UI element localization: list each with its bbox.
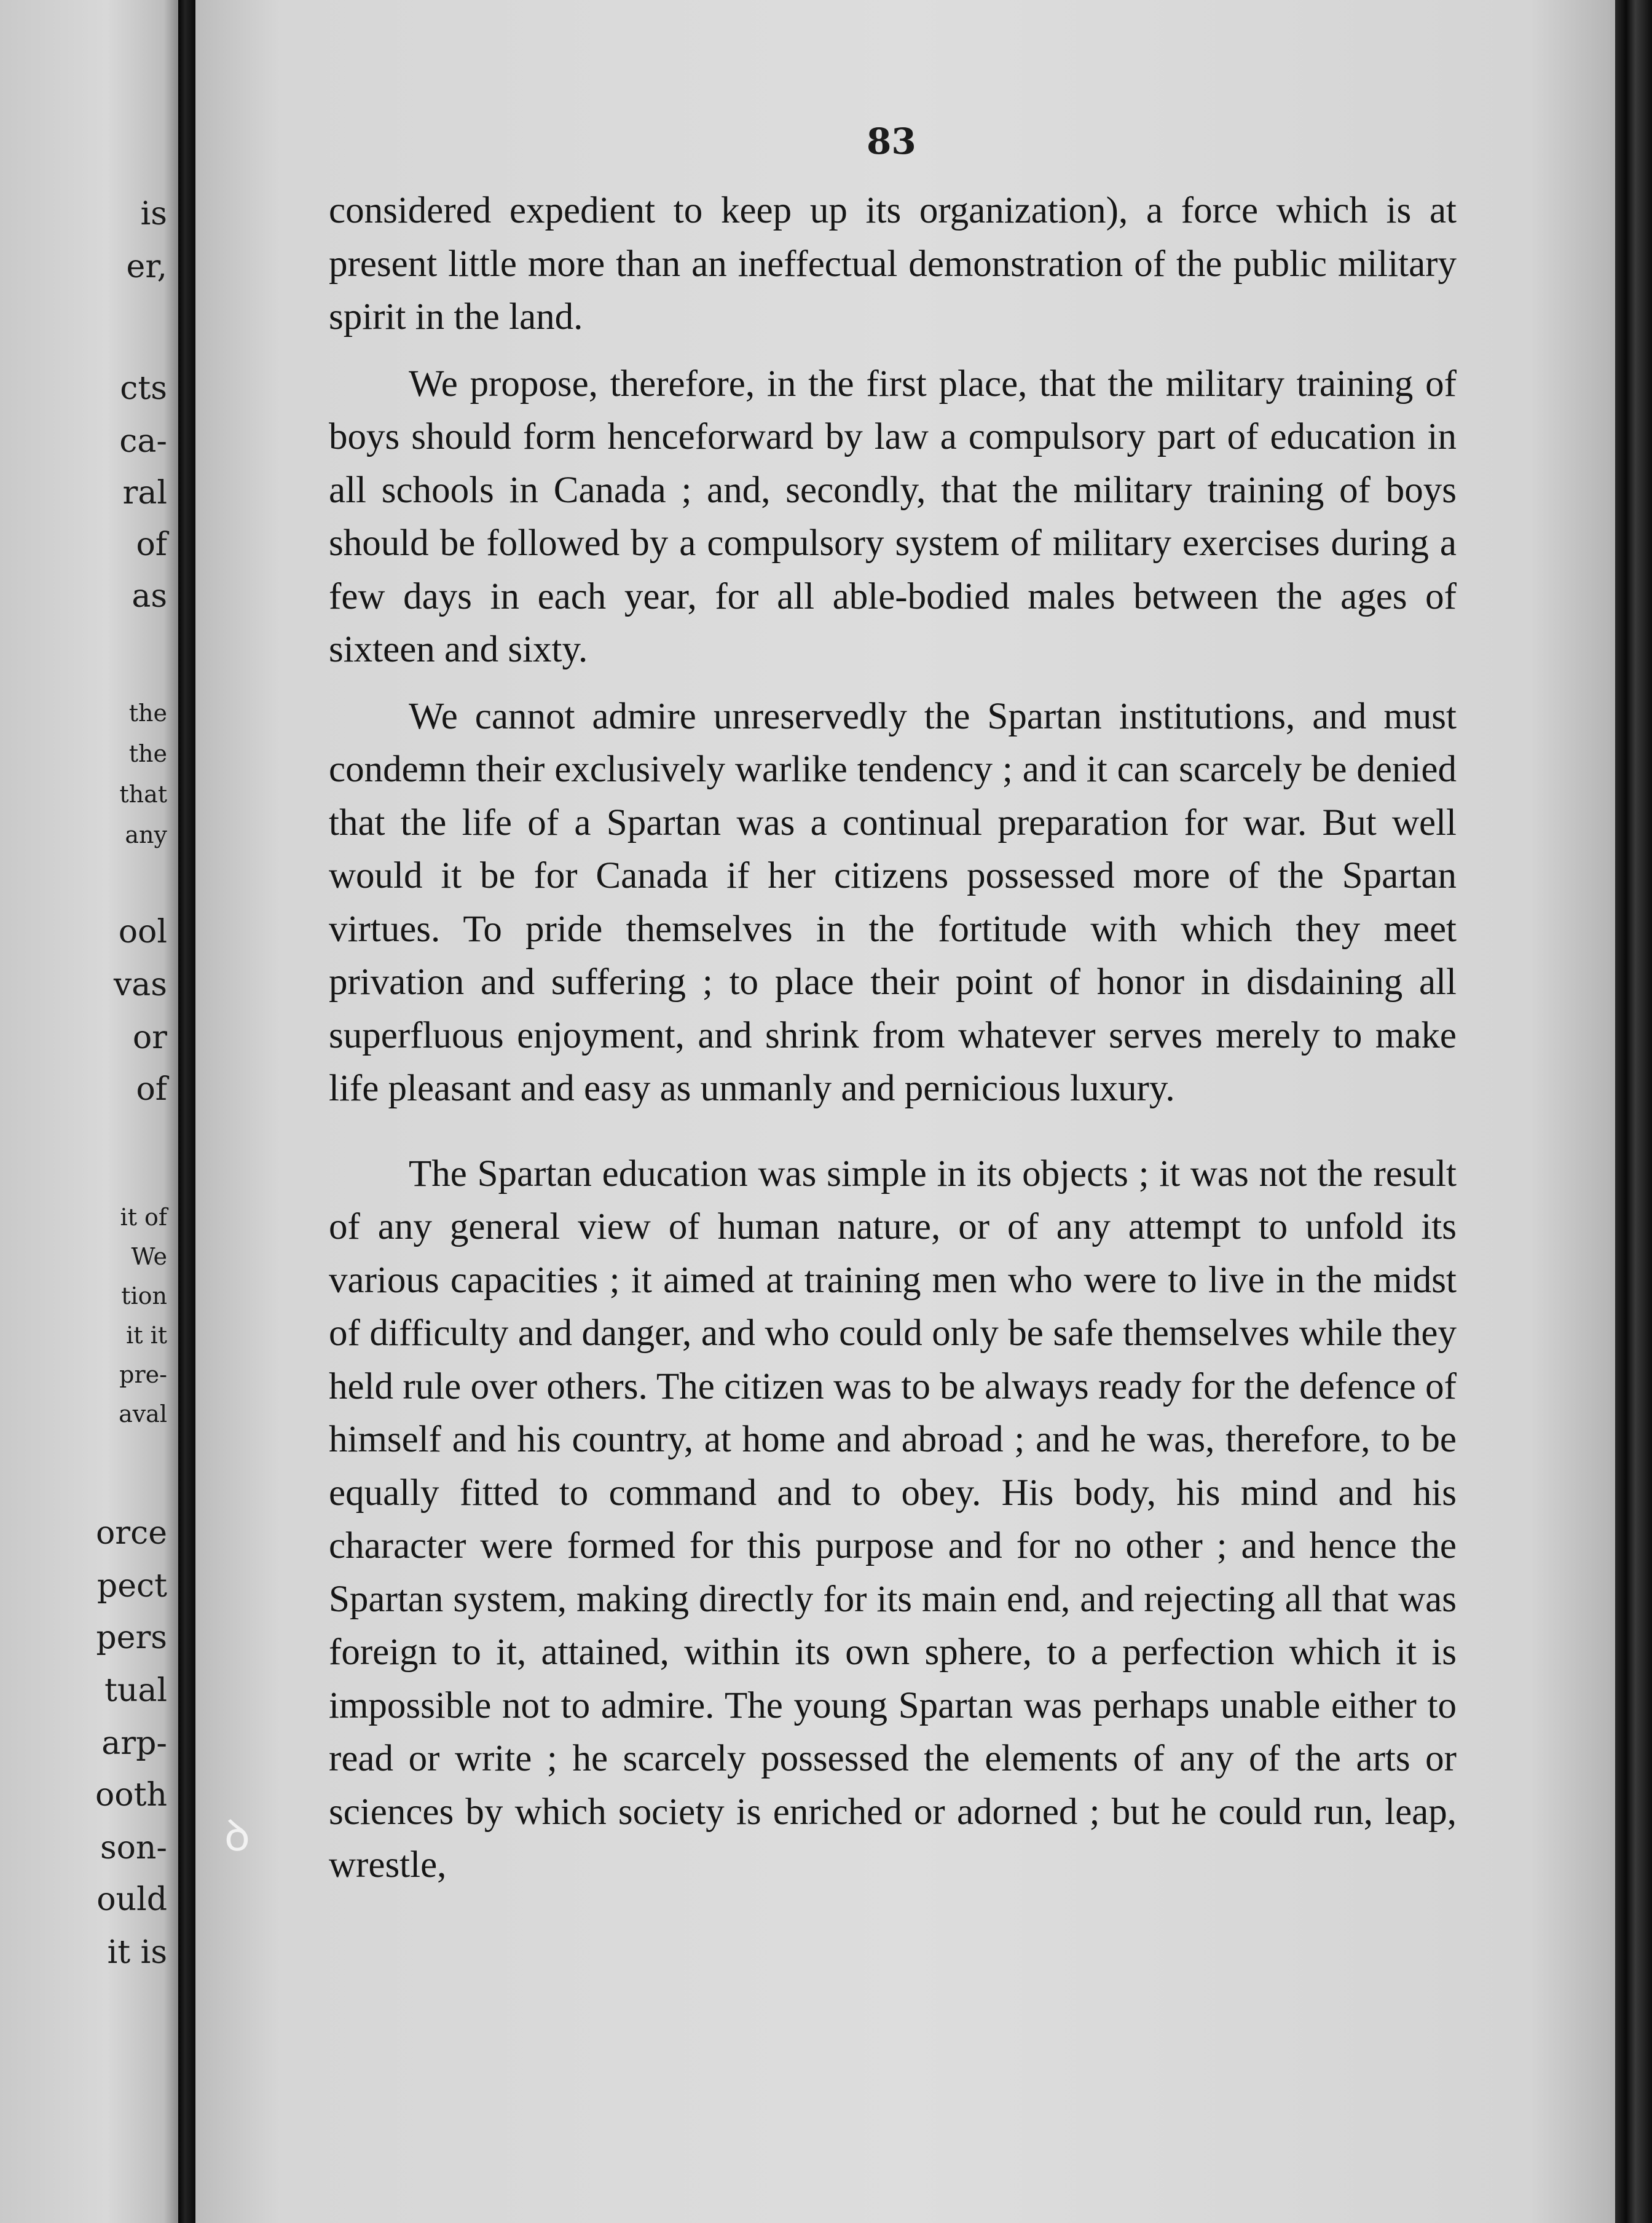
facing-line: pre- [119,1361,167,1388]
book-gutter [178,0,195,2223]
facing-line: tion [121,1282,167,1309]
facing-line: cts [120,370,167,407]
facing-line: is [140,195,167,232]
facing-line: son- [100,1830,167,1866]
facing-line: it is [107,1934,167,1971]
facing-line: or [132,1019,167,1056]
facing-line: of [136,526,167,563]
facing-line: it of [120,1204,167,1231]
facing-line: aval [119,1400,167,1427]
facing-line: er, [126,248,167,285]
facing-line: any [125,821,167,848]
facing-line: it it [126,1322,167,1349]
paragraph: The Spartan education was simple in its objects ; it was not the result of any general view of human nature, or of any attempt to unfold its various capacities ; it aimed at training men who were to live in the midst of difficulty and danger, and who could only be safe themselves while they held rule over others. The citizen was to be always ready for the defence of himself and his country, at home and abroad ; and he was, therefore, to be equally fitted to command and to obey. His body, his mind and his character were formed for this purpose and for no other ; and hence the Spartan system, making directly for its main end, and rejecting all that was foreign to it, attained, within its own sphere, to a perfection which it is impossible not to admire. The young Spartan was perhaps unable either to read or write ; he scarcely possessed the elements of any of the arts or sciences by which society is enriched or adorned ; but he could run, leap, wrestle, [329,1153,1457,1885]
scan-smudge: ꝺ [224,1810,250,1861]
facing-line: ooth [95,1777,167,1814]
page-body [329,184,1457,1892]
paragraph: We propose, therefore, in the first place, that the military training of boys should form henceforward by law a compulsory part of education in all schools in Canada ; and, secondly, that the military training of boys should be followed by a compulsory system of military exercises during a few days in each year, for all able-bodied males between the ages of sixteen and sixty. [329,363,1457,670]
paragraph: considered expedient to keep up its organization), a force which is at present little more than an ineffectual demonstration of the public military spirit in the land. [329,190,1457,338]
page-number: 83 [867,120,916,162]
facing-line: pers [96,1619,167,1656]
facing-line: the [128,740,167,767]
facing-line: tual [104,1672,167,1709]
facing-line: ool [118,914,167,950]
facing-line: pect [96,1568,167,1605]
facing-line: as [132,578,167,615]
paragraph: We cannot admire unreservedly the Spartan institutions, and must condemn their exclusively warlike tendency ; and it can scarcely be denied that the life of a Spartan was a continual preparation for war. But well would it be for Canada if her citizens possessed more of the Spartan virtues. To pride themselves in the fortitude with which they meet privation and suffering ; to place their point of honor in disdaining all superfluous enjoyment, and shrink from whatever serves merely to make life pleasant and easy as unmanly and pernicious luxury. [329,695,1457,1109]
facing-line: of [136,1071,167,1108]
facing-line: vas [113,966,167,1003]
facing-line: We [131,1243,167,1270]
facing-line: orce [95,1515,167,1552]
facing-line: arp- [101,1725,167,1762]
facing-line: the [128,700,167,727]
facing-line: that [119,781,167,808]
facing-line: ral [122,475,167,511]
facing-page [0,0,178,2223]
facing-line: ould [96,1881,167,1918]
facing-line: ca- [119,423,167,460]
page-edge [1615,0,1652,2223]
